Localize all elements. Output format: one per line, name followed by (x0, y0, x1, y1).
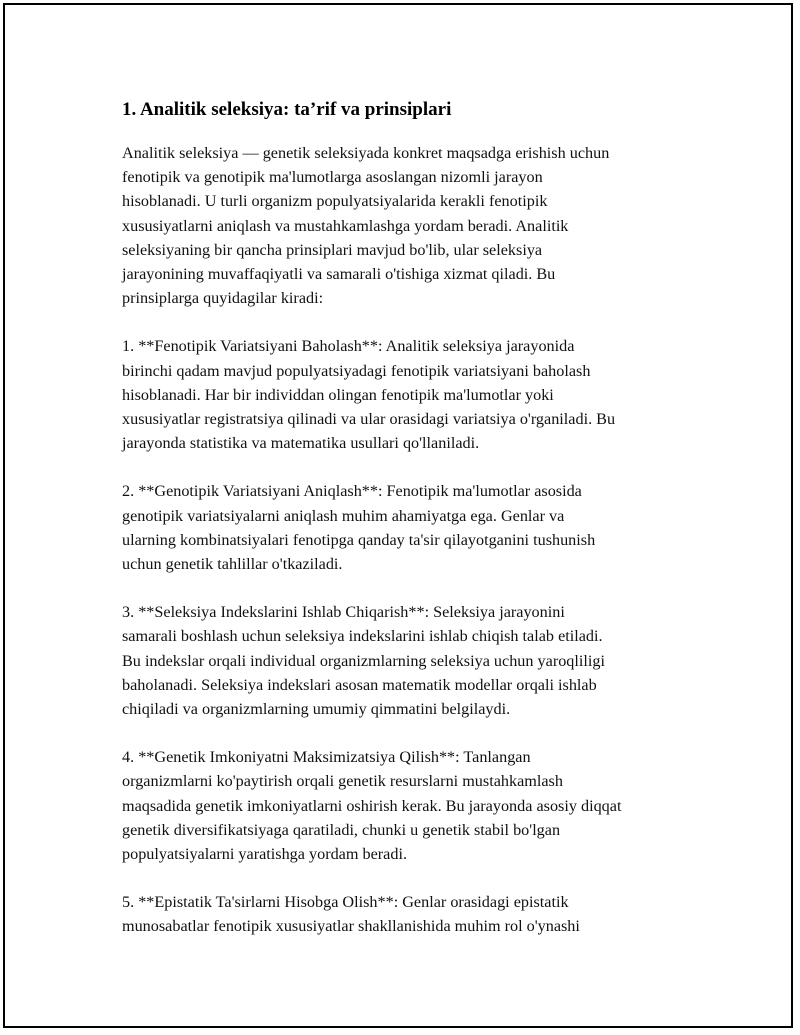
principle-2-paragraph: 2. **Genotipik Variatsiyani Aniqlash**: Fenotipik ma'lumotlar asosida genotipik variatsiyalarni aniqlash muhim ahamiyatga ega. Genlar va ularning kombinatsiyalari fenotipga qanday ta'sir qilayotganini tushunish uchun genetik tahlillar o'tkaziladi. (122, 482, 596, 574)
page-frame (3, 3, 793, 1028)
principle-5-paragraph: 5. **Epistatik Ta'sirlarni Hisobga Olish**: Genlar orasidagi epistatik munosabatlar fenotipik xususiyatlar shakllanishida muhim rol o'ynashi (122, 893, 580, 936)
section-heading: 1. Analitik seleksiya: ta’rif va prinsiplari (122, 99, 452, 120)
principle-4-paragraph: 4. **Genetik Imkoniyatni Maksimizatsiya Qilish**: Tanlangan organizmlarni ko'paytirish orqali genetik resurslarni mustahkamlash maqsadida genetik imkoniyatlarni oshirish kerak. Bu jarayonda asosiy diqqat genetik diversifikatsiyaga qaratiladi, chunki u genetik stabil bo'lgan populyatsiyalarni yaratishga yordam beradi. (122, 748, 622, 864)
intro-paragraph: Analitik seleksiya — genetik seleksiyada konkret maqsadga erishish uchun fenotipik va genotipik ma'lumotlarga asoslangan nizomli jarayon hisoblanadi. U turli organizm populyatsiyalarida kerakli fenotipik xususiyatlarni aniqlash va mustahkamlashga yordam beradi. Analitik seleksiyaning bir qancha prinsiplari mavjud bo'lib, ular seleksiya jarayonining muvaffaqiyatli va samarali o'tishiga xizmat qiladi. Bu prinsiplarga quyidagilar kiradi: (122, 144, 610, 308)
principle-1-paragraph: 1. **Fenotipik Variatsiyani Baholash**: Analitik seleksiya jarayonida birinchi qadam mavjud populyatsiyadagi fenotipik variatsiyani baholash hisoblanadi. Har bir individdan olingan fenotipik ma'lumotlar yoki xususiyatlar registratsiya qilinadi va ular orasidagi variatsiya o'rganiladi. Bu jarayonda statistika va matematika usullari qo'llaniladi. (122, 337, 616, 453)
document-body (122, 97, 702, 963)
principle-3-paragraph: 3. **Seleksiya Indekslarini Ishlab Chiqarish**: Seleksiya jarayonini samarali boshlash uchun seleksiya indekslarini ishlab chiqish talab etiladi. Bu indekslar orqali individual organizmlarning seleksiya uchun yaroqliligi baholanadi. Seleksiya indekslari asosan matematik modellar orqali ishlab chiqiladi va organizmlarning umumiy qimmatini belgilaydi. (122, 603, 605, 719)
